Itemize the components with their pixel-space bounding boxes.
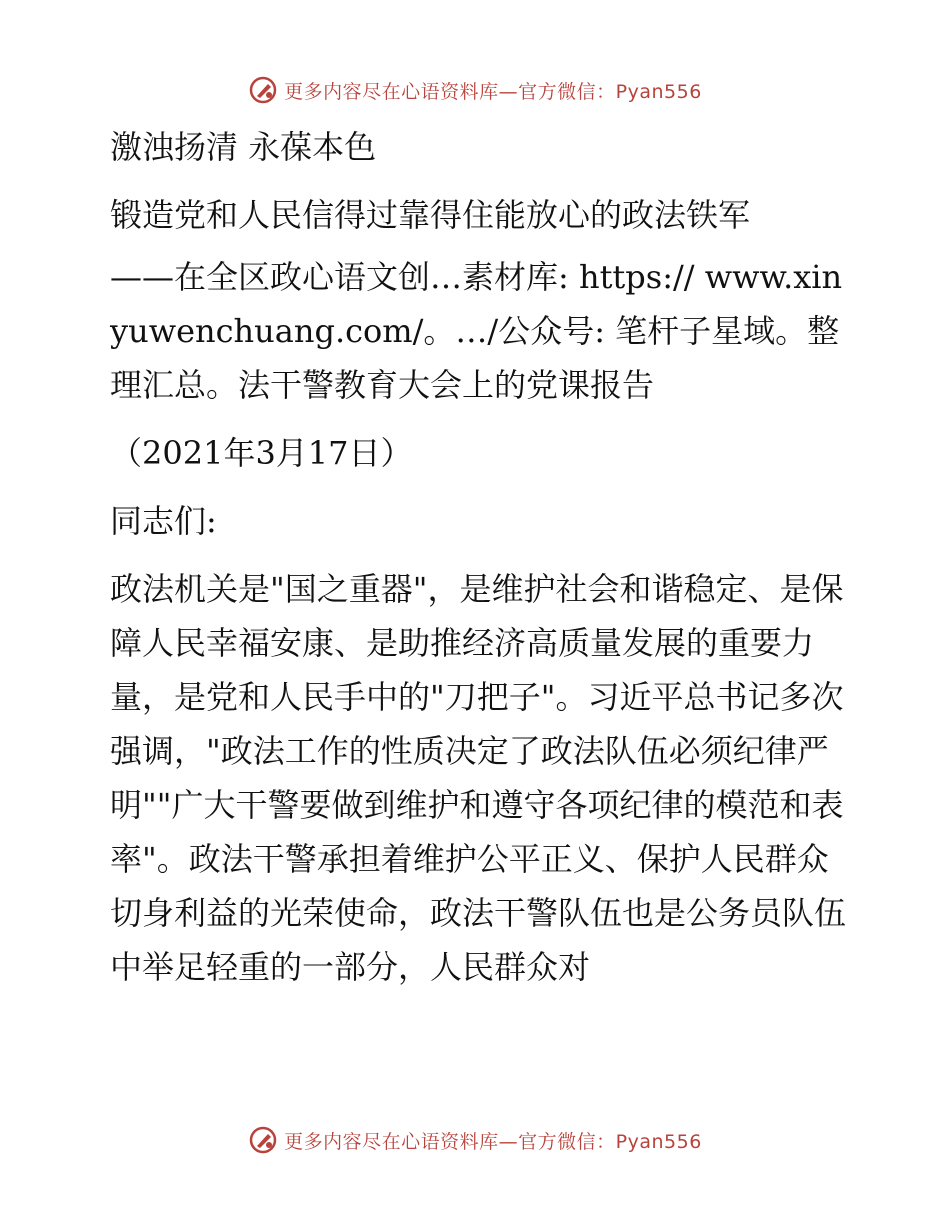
salutation: 同志们: [110,502,217,540]
pen-logo-icon [248,1125,278,1155]
pen-logo-icon [248,75,278,105]
report-date: （2021年3月17日） [110,434,413,472]
watermark-header [0,70,950,110]
watermark-footer [0,1120,950,1160]
watermark-text: 更多内容尽在心语资料库—官方微信：Pyan556 [284,80,702,103]
title-line-1: 激浊扬清 永葆本色 [110,128,377,166]
watermark-text: 更多内容尽在心语资料库—官方微信：Pyan556 [284,1130,702,1153]
document-body [98,120,850,994]
subtitle: ——在全区政心语文创…素材库: https:// www.xinyuwenchuang.com/。…/公众号: 笔杆子星域。整理汇总。法干警教育大会上的党课报告 [110,258,843,404]
body-paragraph: 政法机关是"国之重器"，是维护社会和谐稳定、是保障人民幸福安康、是助推经济高质量发展的重要力量，是党和人民手中的"刀把子"。习近平总书记多次强调，"政法工作的性质决定了政法队伍必须纪律严明""广大干警要做到维护和遵守各项纪律的模范和表率"。政法干警承担着维护公平正义、保护人民群众切身利益的光荣使命，政法干警队伍也是公务员队伍中举足轻重的一部分，人民群众对 [110,570,847,986]
title-line-2: 锻造党和人民信得过靠得住能放心的政法铁军 [110,196,751,234]
